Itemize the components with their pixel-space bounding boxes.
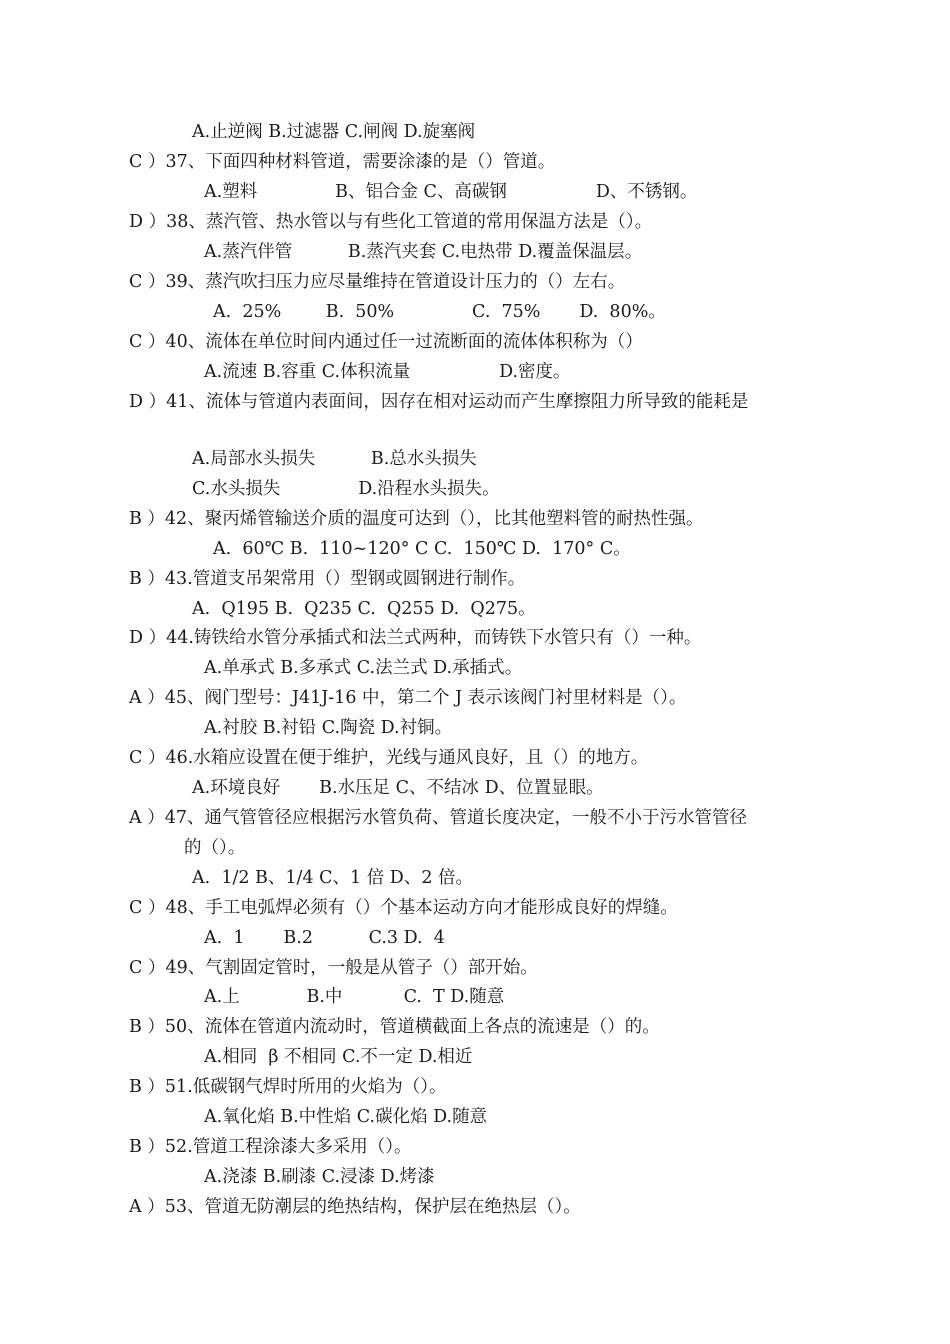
option-line: A.止逆阀 B.过滤器 C.闸阀 D.旋塞阀 xyxy=(192,122,476,142)
question-49: C ）49、气割固定管时，一般是从管子（）部开始。 xyxy=(129,958,538,978)
option-line: A. 1 B.2 C.3 D. 4 xyxy=(204,928,445,948)
question-47-continuation: 的（）。 xyxy=(184,838,246,858)
option-line: A.衬胶 B.衬铅 C.陶瓷 D.衬铜。 xyxy=(204,718,453,738)
question-53: A ）53、管道无防潮层的绝热结构，保护层在绝热层（）。 xyxy=(129,1197,581,1217)
question-47: A ）47、通气管管径应根据污水管负荷、管道长度决定，一般不小于污水管管径 xyxy=(129,808,747,828)
option-line: A.氧化焰 B.中性焰 C.碳化焰 D.随意 xyxy=(204,1107,488,1127)
question-37: C ）37、下面四种材料管道，需要涂漆的是（）管道。 xyxy=(129,152,556,172)
option-line: A.局部水头损失 B.总水头损失 xyxy=(192,449,477,469)
option-line: A.单承式 B.多承式 C.法兰式 D.承插式。 xyxy=(204,658,523,678)
option-line: A.流速 B.容重 C.体积流量 D.密度。 xyxy=(204,362,571,382)
option-line: A. 25% B. 50% C. 75% D. 80%。 xyxy=(213,302,666,322)
question-39: C ）39、蒸汽吹扫压力应尽量维持在管道设计压力的（）左右。 xyxy=(129,272,626,292)
option-line: A.塑料 B、铝合金 C、高碳钢 D、不锈钢。 xyxy=(204,182,698,202)
question-52: B ）52.管道工程涂漆大多采用（）。 xyxy=(129,1137,412,1157)
question-40: C ）40、流体在单位时间内通过任一过流断面的流体体积称为（） xyxy=(129,332,643,352)
option-line: A. 60℃ B. 110~120° C C. 150℃ D. 170° C。 xyxy=(213,539,631,559)
question-45: A ）45、阀门型号：J41J-16 中，第二个 J 表示该阀门衬里材料是（）。 xyxy=(129,688,687,708)
question-48: C ）48、手工电弧焊必须有（）个基本运动方向才能形成良好的焊缝。 xyxy=(129,898,678,918)
option-line: A. Q195 B. Q235 C. Q255 D. Q275。 xyxy=(192,599,536,619)
option-line: A.相同 β 不相同 C.不一定 D.相近 xyxy=(204,1047,473,1067)
option-line: A.环境良好 B.水压足 C、不结冰 D、位置显眼。 xyxy=(192,778,604,798)
option-line: A.蒸汽伴管 B.蒸汽夹套 C.电热带 D.覆盖保温层。 xyxy=(204,242,643,262)
question-51: B ）51.低碳钢气焊时所用的火焰为（）。 xyxy=(129,1077,447,1097)
question-50: B ）50、流体在管道内流动时，管道横截面上各点的流速是（）的。 xyxy=(129,1017,660,1037)
option-line: A.浇漆 B.刷漆 C.浸漆 D.烤漆 xyxy=(204,1167,435,1187)
option-line: A.上 B.中 C. T D.随意 xyxy=(204,987,505,1007)
question-38: D ）38、蒸汽管、热水管以与有些化工管道的常用保温方法是（）。 xyxy=(129,212,653,232)
question-46: C ）46.水箱应设置在便于维护，光线与通风良好，且（）的地方。 xyxy=(129,748,649,768)
question-44: D ）44.铸铁给水管分承插式和法兰式两种，而铸铁下水管只有（）一种。 xyxy=(129,628,702,648)
option-line: C.水头损失 D.沿程水头损失。 xyxy=(192,479,500,499)
question-42: B ）42、聚丙烯管输送介质的温度可达到（），比其他塑料管的耐热性强。 xyxy=(129,509,704,529)
question-41: D ）41、流体与管道内表面间，因存在相对运动而产生摩擦阻力所导致的能耗是 xyxy=(129,392,749,412)
option-line: A. 1/2 B、1/4 C、1 倍 D、2 倍。 xyxy=(192,868,474,888)
question-43: B ）43.管道支吊架常用（）型钢或圆钢进行制作。 xyxy=(129,569,526,589)
